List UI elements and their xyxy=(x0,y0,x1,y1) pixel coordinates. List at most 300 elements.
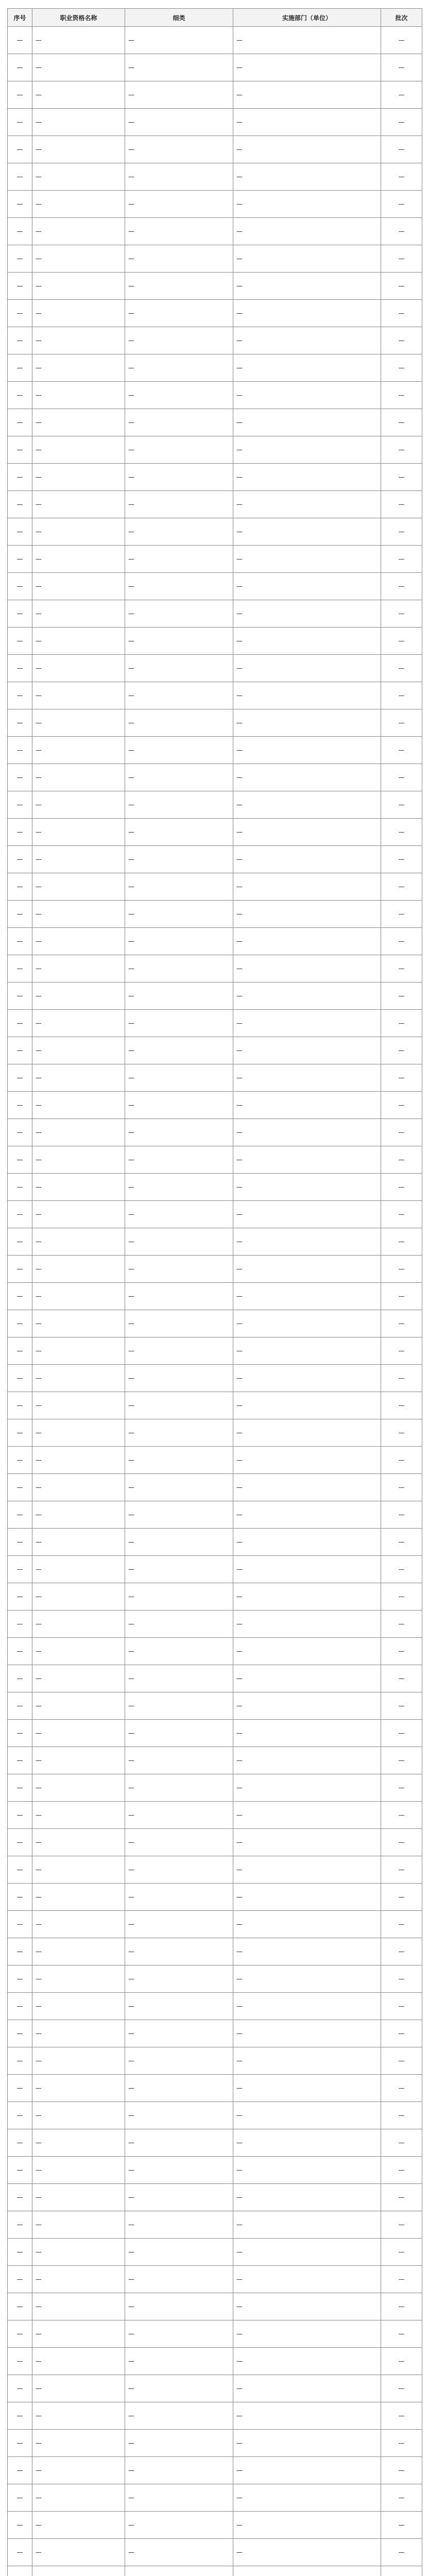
row-department: — xyxy=(233,764,381,791)
row-batch: — xyxy=(381,764,422,791)
row-qualification-name: — xyxy=(32,1802,125,1829)
row-number: — xyxy=(8,1256,32,1283)
row-number: — xyxy=(8,1337,32,1365)
table-row xyxy=(8,2348,422,2375)
row-qualification-name: — xyxy=(32,655,125,682)
row-subcategory: — xyxy=(125,873,233,901)
row-department: — xyxy=(233,1010,381,1037)
row-qualification-name: — xyxy=(32,191,125,218)
row-department: — xyxy=(233,1337,381,1365)
row-qualification-name: — xyxy=(32,791,125,819)
row-batch: — xyxy=(381,136,422,163)
header-batch: 批次 xyxy=(381,9,422,27)
row-number: — xyxy=(8,2129,32,2157)
row-batch: — xyxy=(381,1638,422,1665)
table-row xyxy=(8,218,422,245)
row-number: — xyxy=(8,1529,32,1556)
row-qualification-name: — xyxy=(32,136,125,163)
table-row xyxy=(8,1965,422,1993)
row-subcategory: — xyxy=(125,982,233,1010)
row-number: — xyxy=(8,1447,32,1474)
row-department: — xyxy=(233,300,381,327)
row-number: — xyxy=(8,600,32,628)
row-subcategory: — xyxy=(125,955,233,982)
row-department: — xyxy=(233,2129,381,2157)
row-department: — xyxy=(233,1501,381,1529)
row-subcategory: — xyxy=(125,709,233,737)
row-department: — xyxy=(233,1092,381,1119)
row-qualification-name: — xyxy=(32,1611,125,1638)
row-qualification-name: — xyxy=(32,546,125,573)
row-qualification-name: — xyxy=(32,1884,125,1911)
row-number: — xyxy=(8,655,32,682)
row-qualification-name: — xyxy=(32,354,125,382)
row-subcategory: — xyxy=(125,1419,233,1447)
row-department: — xyxy=(233,1774,381,1802)
table-row xyxy=(8,1256,422,1283)
row-subcategory: — xyxy=(125,764,233,791)
row-number: — xyxy=(8,1419,32,1447)
table-row xyxy=(8,436,422,464)
row-number: — xyxy=(8,1665,32,1692)
row-number: — xyxy=(8,1174,32,1201)
row-subcategory: — xyxy=(125,846,233,873)
row-department: — xyxy=(233,682,381,709)
row-batch: — xyxy=(381,982,422,1010)
row-subcategory: — xyxy=(125,600,233,628)
row-subcategory: — xyxy=(125,1884,233,1911)
row-subcategory: — xyxy=(125,1583,233,1611)
table-row xyxy=(8,518,422,546)
row-number: — xyxy=(8,1938,32,1965)
row-subcategory: — xyxy=(125,436,233,464)
row-batch: — xyxy=(381,600,422,628)
row-number: — xyxy=(8,2075,32,2102)
row-department: — xyxy=(233,2402,381,2430)
table-row xyxy=(8,1802,422,1829)
row-batch: — xyxy=(381,409,422,436)
table-row xyxy=(8,546,422,573)
row-subcategory: — xyxy=(125,1010,233,1037)
row-batch: — xyxy=(381,191,422,218)
row-number: — xyxy=(8,764,32,791)
row-subcategory: — xyxy=(125,1310,233,1337)
row-department: — xyxy=(233,1692,381,1720)
table-row xyxy=(8,655,422,682)
row-qualification-name: — xyxy=(32,2047,125,2075)
row-batch: — xyxy=(381,1201,422,1228)
row-qualification-name: — xyxy=(32,1365,125,1392)
row-batch: — xyxy=(381,1174,422,1201)
row-number: — xyxy=(8,573,32,600)
row-batch: — xyxy=(381,436,422,464)
row-department: — xyxy=(233,191,381,218)
row-subcategory: — xyxy=(125,1337,233,1365)
row-subcategory: — xyxy=(125,1283,233,1310)
row-number: — xyxy=(8,1829,32,1856)
row-number: — xyxy=(8,81,32,109)
row-qualification-name: — xyxy=(32,2430,125,2457)
row-department: — xyxy=(233,1993,381,2020)
row-number: — xyxy=(8,1501,32,1529)
row-department: — xyxy=(233,873,381,901)
row-number: — xyxy=(8,109,32,136)
row-department: — xyxy=(233,27,381,54)
row-batch: — xyxy=(381,2047,422,2075)
row-subcategory: — xyxy=(125,1529,233,1556)
row-qualification-name: — xyxy=(32,1174,125,1201)
row-qualification-name: — xyxy=(32,901,125,928)
table-row xyxy=(8,1938,422,1965)
table-row xyxy=(8,54,422,81)
row-department: — xyxy=(233,982,381,1010)
row-batch: — xyxy=(381,54,422,81)
row-number: — xyxy=(8,1474,32,1501)
table-row xyxy=(8,1556,422,1583)
row-department: — xyxy=(233,709,381,737)
row-department: — xyxy=(233,1938,381,1965)
row-qualification-name: — xyxy=(32,600,125,628)
row-department: — xyxy=(233,737,381,764)
row-number: — xyxy=(8,1037,32,1064)
row-qualification-name: — xyxy=(32,2239,125,2266)
row-subcategory: — xyxy=(125,1037,233,1064)
row-subcategory: — xyxy=(125,819,233,846)
row-qualification-name: — xyxy=(32,1529,125,1556)
row-qualification-name: — xyxy=(32,2102,125,2129)
row-subcategory: — xyxy=(125,2512,233,2539)
row-number: — xyxy=(8,382,32,409)
row-number: — xyxy=(8,436,32,464)
table-row xyxy=(8,1283,422,1310)
row-department: — xyxy=(233,327,381,354)
row-batch: — xyxy=(381,2020,422,2047)
row-qualification-name: — xyxy=(32,1638,125,1665)
row-batch: — xyxy=(381,2075,422,2102)
row-subcategory: — xyxy=(125,273,233,300)
row-qualification-name: — xyxy=(32,1010,125,1037)
row-department: — xyxy=(233,955,381,982)
header-name: 职业资格名称 xyxy=(32,9,125,27)
row-number: — xyxy=(8,737,32,764)
row-batch: — xyxy=(381,2266,422,2293)
row-number: — xyxy=(8,1583,32,1611)
row-subcategory: — xyxy=(125,409,233,436)
row-number: — xyxy=(8,1802,32,1829)
row-batch: — xyxy=(381,27,422,54)
table-row xyxy=(8,491,422,518)
table-row xyxy=(8,2266,422,2293)
row-department: — xyxy=(233,1747,381,1774)
row-number: — xyxy=(8,846,32,873)
row-batch: — xyxy=(381,2375,422,2402)
row-qualification-name: — xyxy=(32,109,125,136)
table-row xyxy=(8,1856,422,1884)
row-batch: — xyxy=(381,901,422,928)
row-subcategory: — xyxy=(125,1146,233,1174)
row-batch: — xyxy=(381,1283,422,1310)
row-qualification-name: — xyxy=(32,764,125,791)
row-qualification-name: — xyxy=(32,1747,125,1774)
row-number: — xyxy=(8,2184,32,2211)
row-qualification-name: — xyxy=(32,54,125,81)
row-number: — xyxy=(8,1283,32,1310)
row-batch: — xyxy=(381,109,422,136)
table-row xyxy=(8,1146,422,1174)
row-department: — xyxy=(233,1911,381,1938)
row-batch: — xyxy=(381,2348,422,2375)
row-department: — xyxy=(233,846,381,873)
row-batch: — xyxy=(381,163,422,191)
row-number: — xyxy=(8,1692,32,1720)
table-row xyxy=(8,1529,422,1556)
row-number: — xyxy=(8,409,32,436)
row-batch: — xyxy=(381,846,422,873)
row-qualification-name: — xyxy=(32,873,125,901)
row-subcategory: — xyxy=(125,2266,233,2293)
row-qualification-name: — xyxy=(32,1256,125,1283)
row-batch: — xyxy=(381,682,422,709)
table-row xyxy=(8,245,422,273)
table-row xyxy=(8,109,422,136)
row-number: — xyxy=(8,1965,32,1993)
row-department: — xyxy=(233,2348,381,2375)
row-department: — xyxy=(233,218,381,245)
row-batch: — xyxy=(381,2211,422,2239)
row-qualification-name: — xyxy=(32,2157,125,2184)
row-batch: — xyxy=(381,2484,422,2512)
table-row xyxy=(8,2402,422,2430)
row-batch: — xyxy=(381,737,422,764)
row-subcategory: — xyxy=(125,2402,233,2430)
row-batch: — xyxy=(381,1556,422,1583)
row-number: — xyxy=(8,928,32,955)
table-row xyxy=(8,1638,422,1665)
row-number: — xyxy=(8,1201,32,1228)
row-batch: — xyxy=(381,955,422,982)
row-qualification-name: — xyxy=(32,2320,125,2348)
row-department: — xyxy=(233,2457,381,2484)
row-qualification-name: — xyxy=(32,163,125,191)
row-batch: — xyxy=(381,1447,422,1474)
row-qualification-name: — xyxy=(32,1447,125,1474)
table-row xyxy=(8,1365,422,1392)
row-subcategory: — xyxy=(125,2457,233,2484)
table-row xyxy=(8,136,422,163)
table-row xyxy=(8,327,422,354)
row-number: — xyxy=(8,191,32,218)
row-department: — xyxy=(233,1365,381,1392)
row-batch: — xyxy=(381,1119,422,1146)
table-row xyxy=(8,1583,422,1611)
row-subcategory: — xyxy=(125,2484,233,2512)
row-subcategory: — xyxy=(125,791,233,819)
row-department: — xyxy=(233,1638,381,1665)
row-subcategory: — xyxy=(125,218,233,245)
row-number: — xyxy=(8,2539,32,2566)
row-department: — xyxy=(233,1965,381,1993)
row-batch: — xyxy=(381,573,422,600)
row-qualification-name: — xyxy=(32,1556,125,1583)
table-row xyxy=(8,682,422,709)
row-subcategory: — xyxy=(125,1692,233,1720)
row-department: — xyxy=(233,655,381,682)
row-subcategory xyxy=(125,2566,233,2576)
row-number: — xyxy=(8,2047,32,2075)
row-department: — xyxy=(233,2102,381,2129)
row-qualification-name: — xyxy=(32,1774,125,1802)
row-department: — xyxy=(233,901,381,928)
row-number: — xyxy=(8,546,32,573)
row-qualification-name: — xyxy=(32,1392,125,1419)
table-row xyxy=(8,300,422,327)
row-department: — xyxy=(233,546,381,573)
row-qualification-name: — xyxy=(32,2484,125,2512)
row-qualification-name: — xyxy=(32,2184,125,2211)
row-department: — xyxy=(233,1611,381,1638)
row-batch: — xyxy=(381,1747,422,1774)
row-subcategory: — xyxy=(125,1228,233,1256)
row-qualification-name: — xyxy=(32,846,125,873)
row-qualification-name: — xyxy=(32,1720,125,1747)
row-number: — xyxy=(8,1556,32,1583)
row-subcategory: — xyxy=(125,1064,233,1092)
row-subcategory: — xyxy=(125,1774,233,1802)
row-qualification-name: — xyxy=(32,1037,125,1064)
table-row xyxy=(8,1611,422,1638)
row-batch: — xyxy=(381,1829,422,1856)
row-subcategory: — xyxy=(125,1747,233,1774)
row-subcategory: — xyxy=(125,245,233,273)
row-department: — xyxy=(233,2320,381,2348)
row-subcategory: — xyxy=(125,27,233,54)
row-qualification-name: — xyxy=(32,81,125,109)
table-row xyxy=(8,2211,422,2239)
table-header-row xyxy=(8,9,422,27)
row-qualification-name: — xyxy=(32,709,125,737)
row-subcategory: — xyxy=(125,1911,233,1938)
row-subcategory: — xyxy=(125,1447,233,1474)
row-batch: — xyxy=(381,491,422,518)
row-department: — xyxy=(233,928,381,955)
row-batch: — xyxy=(381,1501,422,1529)
table-row xyxy=(8,1720,422,1747)
table-row xyxy=(8,2047,422,2075)
table-row xyxy=(8,1884,422,1911)
row-department: — xyxy=(233,2539,381,2566)
table-row xyxy=(8,1010,422,1037)
row-qualification-name: — xyxy=(32,2211,125,2239)
row-qualification-name: — xyxy=(32,300,125,327)
row-batch: — xyxy=(381,628,422,655)
table-row xyxy=(8,846,422,873)
row-qualification-name: — xyxy=(32,245,125,273)
row-qualification-name: — xyxy=(32,273,125,300)
row-batch: — xyxy=(381,2184,422,2211)
row-batch: — xyxy=(381,1911,422,1938)
row-subcategory: — xyxy=(125,464,233,491)
row-subcategory: — xyxy=(125,546,233,573)
row-qualification-name: — xyxy=(32,1938,125,1965)
row-number: — xyxy=(8,273,32,300)
table-row xyxy=(8,2375,422,2402)
row-number: — xyxy=(8,1146,32,1174)
table-row xyxy=(8,1392,422,1419)
row-department: — xyxy=(233,1037,381,1064)
table-row xyxy=(8,409,422,436)
row-batch: — xyxy=(381,1228,422,1256)
row-batch: — xyxy=(381,1965,422,1993)
row-qualification-name: — xyxy=(32,1119,125,1146)
row-number: — xyxy=(8,2102,32,2129)
row-number: — xyxy=(8,1228,32,1256)
table-row xyxy=(8,2430,422,2457)
table-row xyxy=(8,873,422,901)
row-subcategory: — xyxy=(125,54,233,81)
table-row xyxy=(8,819,422,846)
row-qualification-name: — xyxy=(32,928,125,955)
row-department: — xyxy=(233,1474,381,1501)
row-number: — xyxy=(8,491,32,518)
row-number: — xyxy=(8,2211,32,2239)
row-batch: — xyxy=(381,709,422,737)
row-number: — xyxy=(8,1064,32,1092)
row-qualification-name xyxy=(32,2566,125,2576)
row-number: — xyxy=(8,2375,32,2402)
row-batch: — xyxy=(381,2512,422,2539)
row-subcategory: — xyxy=(125,573,233,600)
row-subcategory: — xyxy=(125,1174,233,1201)
row-batch: — xyxy=(381,1993,422,2020)
table-row xyxy=(8,1774,422,1802)
row-department: — xyxy=(233,600,381,628)
row-batch: — xyxy=(381,791,422,819)
row-batch: — xyxy=(381,2293,422,2320)
row-batch: — xyxy=(381,382,422,409)
row-department: — xyxy=(233,1310,381,1337)
row-department: — xyxy=(233,791,381,819)
row-number: — xyxy=(8,2430,32,2457)
row-department: — xyxy=(233,2512,381,2539)
row-subcategory: — xyxy=(125,1965,233,1993)
row-subcategory: — xyxy=(125,136,233,163)
row-number: — xyxy=(8,2484,32,2512)
row-batch: — xyxy=(381,1856,422,1884)
row-department: — xyxy=(233,518,381,546)
row-number: — xyxy=(8,1884,32,1911)
row-subcategory: — xyxy=(125,191,233,218)
row-batch: — xyxy=(381,1692,422,1720)
row-batch: — xyxy=(381,464,422,491)
row-batch: — xyxy=(381,819,422,846)
row-department: — xyxy=(233,1856,381,1884)
row-department: — xyxy=(233,2211,381,2239)
row-number: — xyxy=(8,1911,32,1938)
row-batch: — xyxy=(381,2102,422,2129)
row-subcategory: — xyxy=(125,2047,233,2075)
row-qualification-name: — xyxy=(32,1337,125,1365)
row-number: — xyxy=(8,136,32,163)
row-qualification-name: — xyxy=(32,436,125,464)
row-department: — xyxy=(233,81,381,109)
row-qualification-name: — xyxy=(32,573,125,600)
table-row xyxy=(8,791,422,819)
table-row xyxy=(8,354,422,382)
row-number: — xyxy=(8,354,32,382)
row-subcategory: — xyxy=(125,2348,233,2375)
row-department: — xyxy=(233,1256,381,1283)
row-department: — xyxy=(233,1119,381,1146)
